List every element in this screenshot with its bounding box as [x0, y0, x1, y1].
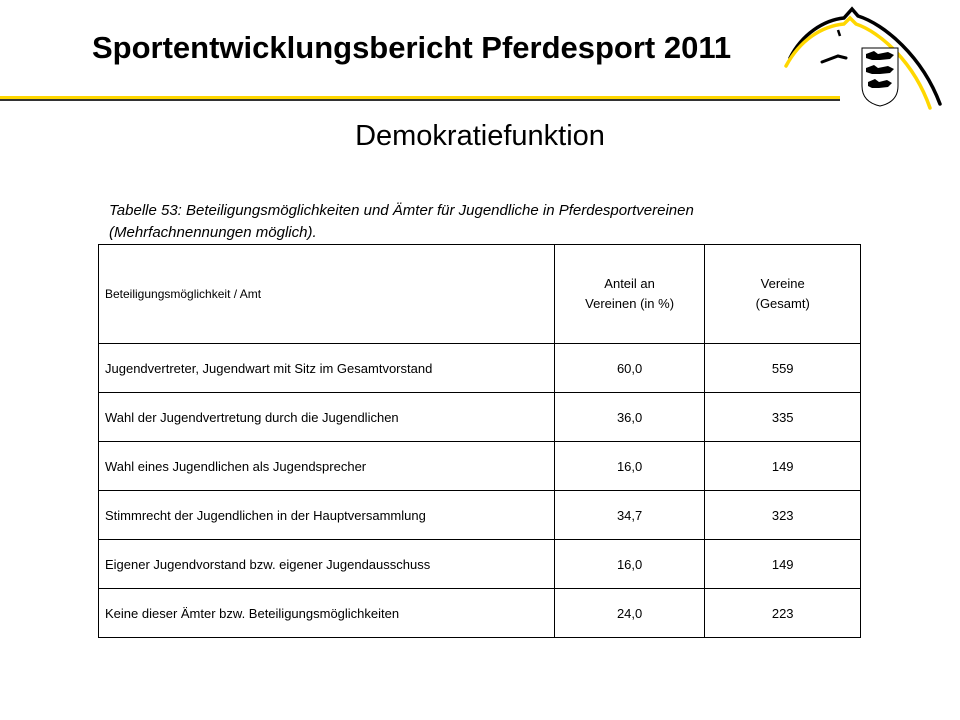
- header-cell-participation: Beteiligungsmöglichkeit / Amt: [99, 245, 555, 344]
- horse-head-logo-icon: [780, 4, 950, 116]
- row-count: 335: [705, 393, 861, 442]
- row-label: Wahl der Jugendvertretung durch die Jugendlichen: [99, 393, 555, 442]
- header-cell-percent: [554, 245, 705, 344]
- table-row: [99, 540, 861, 589]
- row-count: 323: [705, 491, 861, 540]
- table-header-row: [99, 245, 861, 344]
- table-caption-line-2: (Mehrfachnennungen möglich).: [109, 224, 317, 241]
- row-label: Wahl eines Jugendlichen als Jugendsprecher: [99, 442, 555, 491]
- row-label: Stimmrecht der Jugendlichen in der Hauptversammlung: [99, 491, 555, 540]
- row-percent: 16,0: [554, 540, 705, 589]
- row-count: 149: [705, 540, 861, 589]
- row-label: Jugendvertreter, Jugendwart mit Sitz im Gesamtvorstand: [99, 344, 555, 393]
- header-percent-line-1: Anteil an: [604, 276, 655, 291]
- slide-title: Demokratiefunktion: [355, 120, 605, 152]
- row-label: Keine dieser Ämter bzw. Beteiligungsmöglichkeiten: [99, 589, 555, 638]
- table-caption: [109, 200, 869, 244]
- row-count: 559: [705, 344, 861, 393]
- header-percent-line-2: Vereinen (in %): [585, 296, 675, 311]
- row-percent: 16,0: [554, 442, 705, 491]
- table-row: [99, 442, 861, 491]
- horse-eye-icon: [838, 30, 840, 36]
- row-percent: 34,7: [554, 491, 705, 540]
- three-lions-crest-icon: [862, 48, 898, 106]
- row-percent: 60,0: [554, 344, 705, 393]
- table-row: [99, 589, 861, 638]
- horse-outline-yellow-icon: [786, 18, 930, 108]
- table-row: [99, 344, 861, 393]
- horse-nostril-icon: [822, 56, 846, 62]
- header-clubs-line-1: Vereine: [760, 276, 805, 291]
- table-row: [99, 393, 861, 442]
- row-percent: 36,0: [554, 393, 705, 442]
- participation-table: [98, 244, 861, 638]
- table-row: [99, 491, 861, 540]
- row-count: 223: [705, 589, 861, 638]
- row-count: 149: [705, 442, 861, 491]
- header-clubs-line-2: (Gesamt): [755, 296, 810, 311]
- header-divider: [0, 96, 840, 100]
- header-title: Sportentwicklungsbericht Pferdesport 2011: [92, 30, 732, 65]
- table-caption-line-1: Tabelle 53: Beteiligungsmöglichkeiten und Ämter für Jugendliche in Pferdesportvereinen: [109, 202, 694, 219]
- header-cell-clubs-total: [705, 245, 861, 344]
- row-label: Eigener Jugendvorstand bzw. eigener Jugendausschuss: [99, 540, 555, 589]
- row-percent: 24,0: [554, 589, 705, 638]
